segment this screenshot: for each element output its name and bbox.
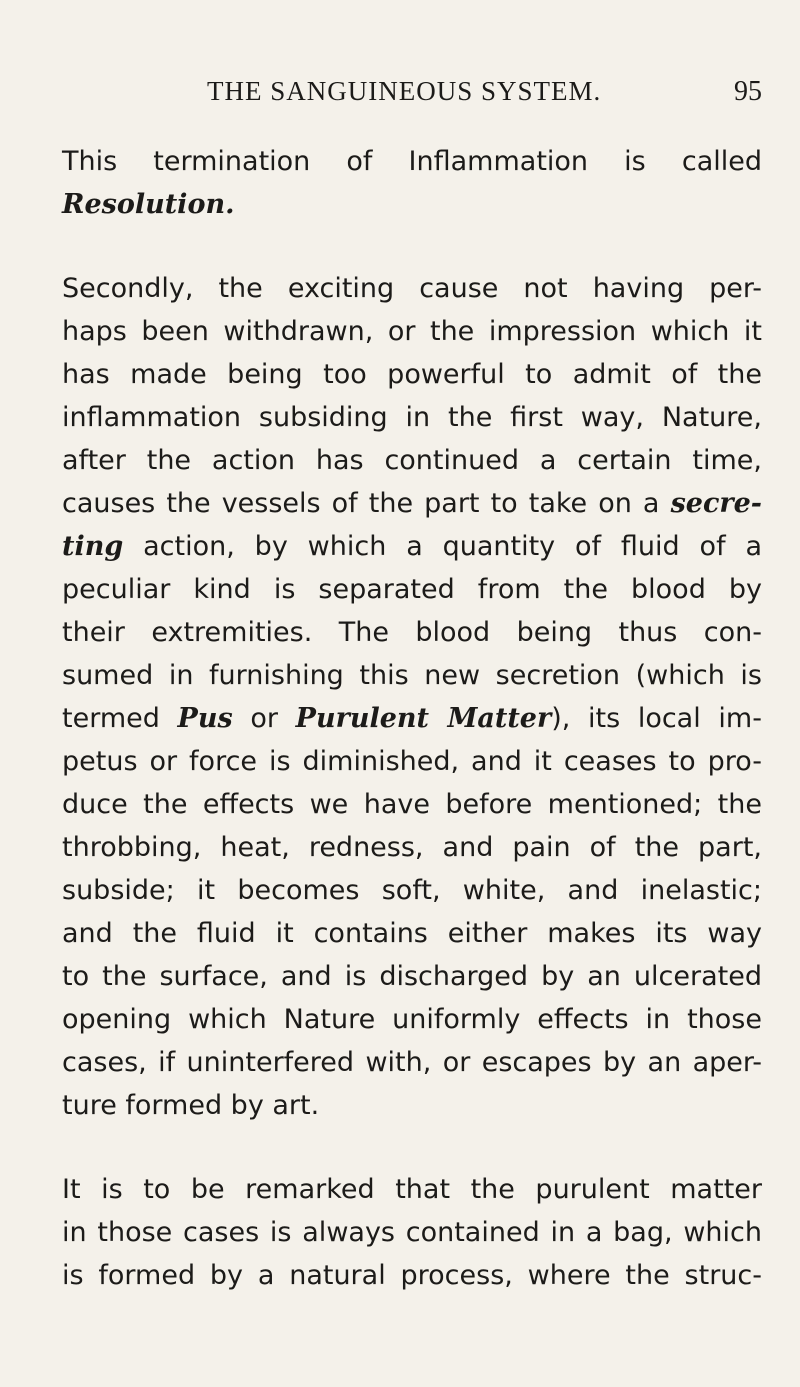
- body-text: [62, 140, 762, 1297]
- text-line: in those cases is always contained in a bag, which: [62, 1217, 762, 1248]
- paragraph-1: [62, 140, 762, 226]
- italic-term: ting: [62, 531, 124, 562]
- text-line: This termination of Inflammation is called: [62, 146, 762, 177]
- text-line: opening which Nature uniformly effects in those: [62, 1004, 762, 1035]
- text-line: their extremities. The blood being thus con-: [62, 617, 762, 648]
- italic-term: Purulent Matter: [295, 703, 552, 734]
- text-line: and the fluid it contains either makes its way: [62, 918, 762, 949]
- text-line: throbbing, heat, redness, and pain of the part,: [62, 832, 762, 863]
- text-line: after the action has continued a certain time,: [62, 445, 762, 476]
- text-line: causes the vessels of the part to take on a secre-: [62, 488, 762, 519]
- text-line: duce the effects we have before mentioned; the: [62, 789, 762, 820]
- page-number: 95: [734, 76, 762, 107]
- text-line: to the surface, and is discharged by an ulcerated: [62, 961, 762, 992]
- text-line: [62, 183, 762, 226]
- paragraph-2: [62, 267, 762, 1127]
- paragraph-3: [62, 1168, 762, 1297]
- text-line: has made being too powerful to admit of the: [62, 359, 762, 390]
- text-line: termed Pus or Purulent Matter), its local im-: [62, 703, 762, 734]
- italic-term: Resolution.: [62, 189, 235, 220]
- text-line: is formed by a natural process, where the struc-: [62, 1260, 762, 1291]
- text-line: ting action, by which a quantity of fluid of a: [62, 531, 762, 562]
- page-header: [0, 76, 800, 116]
- text-line: Secondly, the exciting cause not having per-: [62, 273, 762, 304]
- text-line: It is to be remarked that the purulent matter: [62, 1174, 762, 1205]
- text-line: haps been withdrawn, or the impression which it: [62, 316, 762, 347]
- italic-term: Pus: [177, 703, 233, 734]
- text-line: peculiar kind is separated from the blood by: [62, 574, 762, 605]
- text-line: subside; it becomes soft, white, and inelastic;: [62, 875, 762, 906]
- text-line: ture formed by art.: [62, 1090, 320, 1121]
- italic-term: secre-: [670, 488, 762, 519]
- running-title: THE SANGUINEOUS SYSTEM.: [207, 76, 602, 106]
- text-line: petus or force is diminished, and it ceases to pro-: [62, 746, 762, 777]
- text-line: cases, if uninterfered with, or escapes by an aper-: [62, 1047, 762, 1078]
- text-line: inflammation subsiding in the first way, Nature,: [62, 402, 762, 433]
- text-line: sumed in furnishing this new secretion (which is: [62, 660, 762, 691]
